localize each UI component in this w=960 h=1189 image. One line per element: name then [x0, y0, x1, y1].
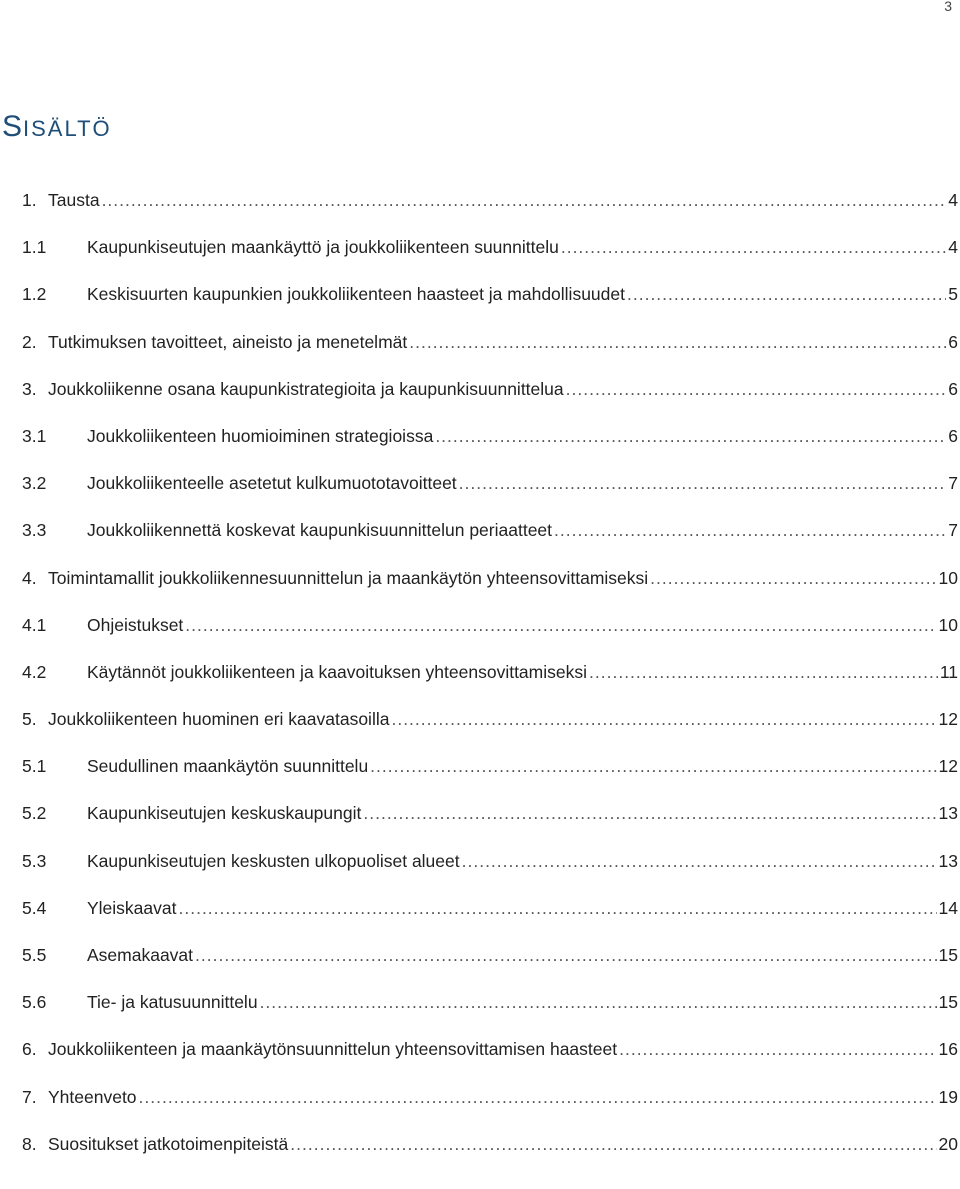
toc-entry[interactable] [22, 379, 958, 426]
toc-entry[interactable] [22, 426, 958, 473]
toc-entry-number: 3.1 [22, 425, 47, 446]
toc-entry-title: Joukkoliikennettä koskevat kaupunkisuunnittelun periaatteet [87, 520, 553, 541]
toc-dot-leader [589, 662, 938, 683]
toc-entry[interactable] [22, 615, 958, 662]
toc-dot-leader [409, 332, 946, 353]
toc-dot-leader [619, 1039, 936, 1060]
toc-entry[interactable] [22, 992, 958, 1039]
toc-entry-number: 3.3 [22, 520, 47, 541]
toc-dot-leader [561, 237, 946, 258]
toc-entry-title: Suositukset jatkotoimenpiteistä [48, 1133, 289, 1154]
toc-entry-title: Ohjeistukset [87, 614, 184, 635]
toc-entry-page: 7 [948, 520, 958, 541]
toc-dot-leader [435, 426, 946, 447]
toc-entry-page: 6 [948, 331, 958, 352]
toc-entry-title: Tausta [48, 190, 100, 210]
toc-entry-number: 4. [22, 567, 37, 588]
toc-entry-number: 8. [22, 1133, 37, 1154]
table-of-contents [22, 190, 958, 1181]
toc-entry[interactable] [22, 756, 958, 803]
toc-entry-page: 6 [948, 425, 958, 446]
toc-entry-number: 3. [22, 378, 37, 399]
toc-entry[interactable] [22, 473, 958, 520]
toc-entry-page: 16 [938, 1039, 958, 1060]
toc-entry-title: Kaupunkiseutujen maankäyttö ja joukkoliikenteen suunnittelu [87, 237, 559, 258]
toc-entry-page: 13 [938, 850, 958, 871]
toc-entry[interactable] [22, 1087, 958, 1134]
toc-entry-title: Joukkoliikenteen huominen eri kaavatasoilla [48, 709, 390, 730]
toc-entry-title: Yleiskaavat [87, 897, 177, 918]
toc-entry-page: 19 [938, 1086, 958, 1107]
toc-entry[interactable] [22, 520, 958, 567]
toc-entry-title: Yhteenveto [48, 1086, 137, 1107]
toc-entry-page: 10 [938, 567, 958, 588]
toc-entry-page: 6 [948, 378, 958, 399]
toc-dot-leader [554, 520, 946, 541]
toc-entry[interactable] [22, 332, 958, 379]
toc-heading [2, 110, 112, 144]
toc-entry-title: Tutkimuksen tavoitteet, aineisto ja menetelmät [48, 331, 408, 352]
toc-dot-leader [370, 756, 936, 777]
toc-dot-leader [627, 284, 946, 305]
toc-entry[interactable] [22, 662, 958, 709]
toc-entry-page: 14 [938, 897, 958, 918]
toc-entry-number: 5.4 [22, 897, 47, 918]
toc-entry[interactable] [22, 1039, 958, 1086]
toc-dot-leader [566, 379, 947, 400]
toc-entry[interactable] [22, 803, 958, 850]
toc-entry-title: Keskisuurten kaupunkien joukkoliikenteen haasteet ja mahdollisuudet [87, 284, 625, 305]
toc-entry-page: 4 [948, 190, 958, 210]
toc-entry[interactable] [22, 237, 958, 284]
toc-entry-title: Joukkoliikenne osana kaupunkistrategioita ja kaupunkisuunnittelua [48, 378, 564, 399]
toc-entry-title: Seudullinen maankäytön suunnittelu [87, 756, 369, 777]
toc-dot-leader [139, 1087, 937, 1108]
toc-dot-leader [391, 709, 936, 730]
toc-entry[interactable] [22, 709, 958, 756]
toc-entry-number: 4.2 [22, 661, 47, 682]
toc-dot-leader [363, 803, 936, 824]
toc-entry-number: 1. [22, 190, 37, 210]
toc-heading-rest: ISÄLTÖ [23, 116, 112, 141]
toc-dot-leader [290, 1134, 936, 1155]
toc-entry-page: 20 [938, 1133, 958, 1154]
toc-entry-number: 3.2 [22, 473, 47, 494]
toc-entry-number: 1.2 [22, 284, 47, 305]
toc-entry-title: Toimintamallit joukkoliikennesuunnittelun ja maankäytön yhteensovittamiseksi [48, 567, 649, 588]
toc-entry[interactable] [22, 568, 958, 615]
toc-dot-leader [185, 615, 936, 636]
toc-entry-page: 5 [948, 284, 958, 305]
toc-dot-leader [195, 945, 937, 966]
toc-entry[interactable] [22, 851, 958, 898]
toc-entry-number: 7. [22, 1086, 37, 1107]
toc-entry-number: 2. [22, 331, 37, 352]
toc-dot-leader [462, 851, 937, 872]
toc-entry-title: Kaupunkiseutujen keskusten ulkopuoliset alueet [87, 850, 460, 871]
toc-dot-leader [459, 473, 947, 494]
toc-entry[interactable] [22, 284, 958, 331]
toc-entry-title: Joukkoliikenteen huomioiminen strategioissa [87, 425, 434, 446]
toc-entry-title: Kaupunkiseutujen keskuskaupungit [87, 803, 362, 824]
toc-entry-page: 12 [938, 756, 958, 777]
toc-entry-page: 15 [938, 992, 958, 1013]
toc-entry-page: 13 [938, 803, 958, 824]
toc-entry-title: Joukkoliikenteen ja maankäytönsuunnittelun yhteensovittamisen haasteet [48, 1039, 618, 1060]
toc-entry-number: 5.3 [22, 850, 47, 871]
toc-entry-number: 4.1 [22, 614, 47, 635]
toc-entry-page: 7 [948, 473, 958, 494]
toc-entry-number: 5.6 [22, 992, 47, 1013]
toc-entry-page: 11 [939, 661, 958, 682]
toc-entry[interactable] [22, 945, 958, 992]
toc-entry-title: Käytännöt joukkoliikenteen ja kaavoituksen yhteensovittamiseksi [87, 661, 588, 682]
toc-entry-number: 6. [22, 1039, 37, 1060]
toc-dot-leader [260, 992, 937, 1013]
toc-entry-number: 5.1 [22, 756, 47, 777]
toc-dot-leader [179, 898, 937, 919]
toc-dot-leader [102, 190, 947, 211]
toc-entry-number: 1.1 [22, 237, 47, 258]
toc-entry-page: 15 [938, 945, 958, 965]
toc-entry-title: Joukkoliikenteelle asetetut kulkumuototavoitteet [87, 473, 457, 494]
toc-entry[interactable] [22, 1134, 958, 1181]
toc-entry-number: 5.2 [22, 803, 47, 824]
toc-entry[interactable] [22, 898, 958, 945]
toc-entry[interactable] [22, 190, 958, 237]
toc-dot-leader [650, 568, 936, 589]
toc-entry-number: 5.5 [22, 945, 47, 965]
page-number: 3 [944, 0, 952, 14]
toc-heading-initial: S [2, 110, 24, 143]
toc-entry-title: Tie- ja katusuunnittelu [87, 992, 258, 1013]
toc-entry-page: 12 [938, 709, 958, 730]
toc-entry-number: 5. [22, 709, 37, 730]
toc-entry-page: 10 [938, 614, 958, 635]
toc-entry-title: Asemakaavat [87, 945, 194, 965]
toc-entry-page: 4 [948, 237, 958, 258]
